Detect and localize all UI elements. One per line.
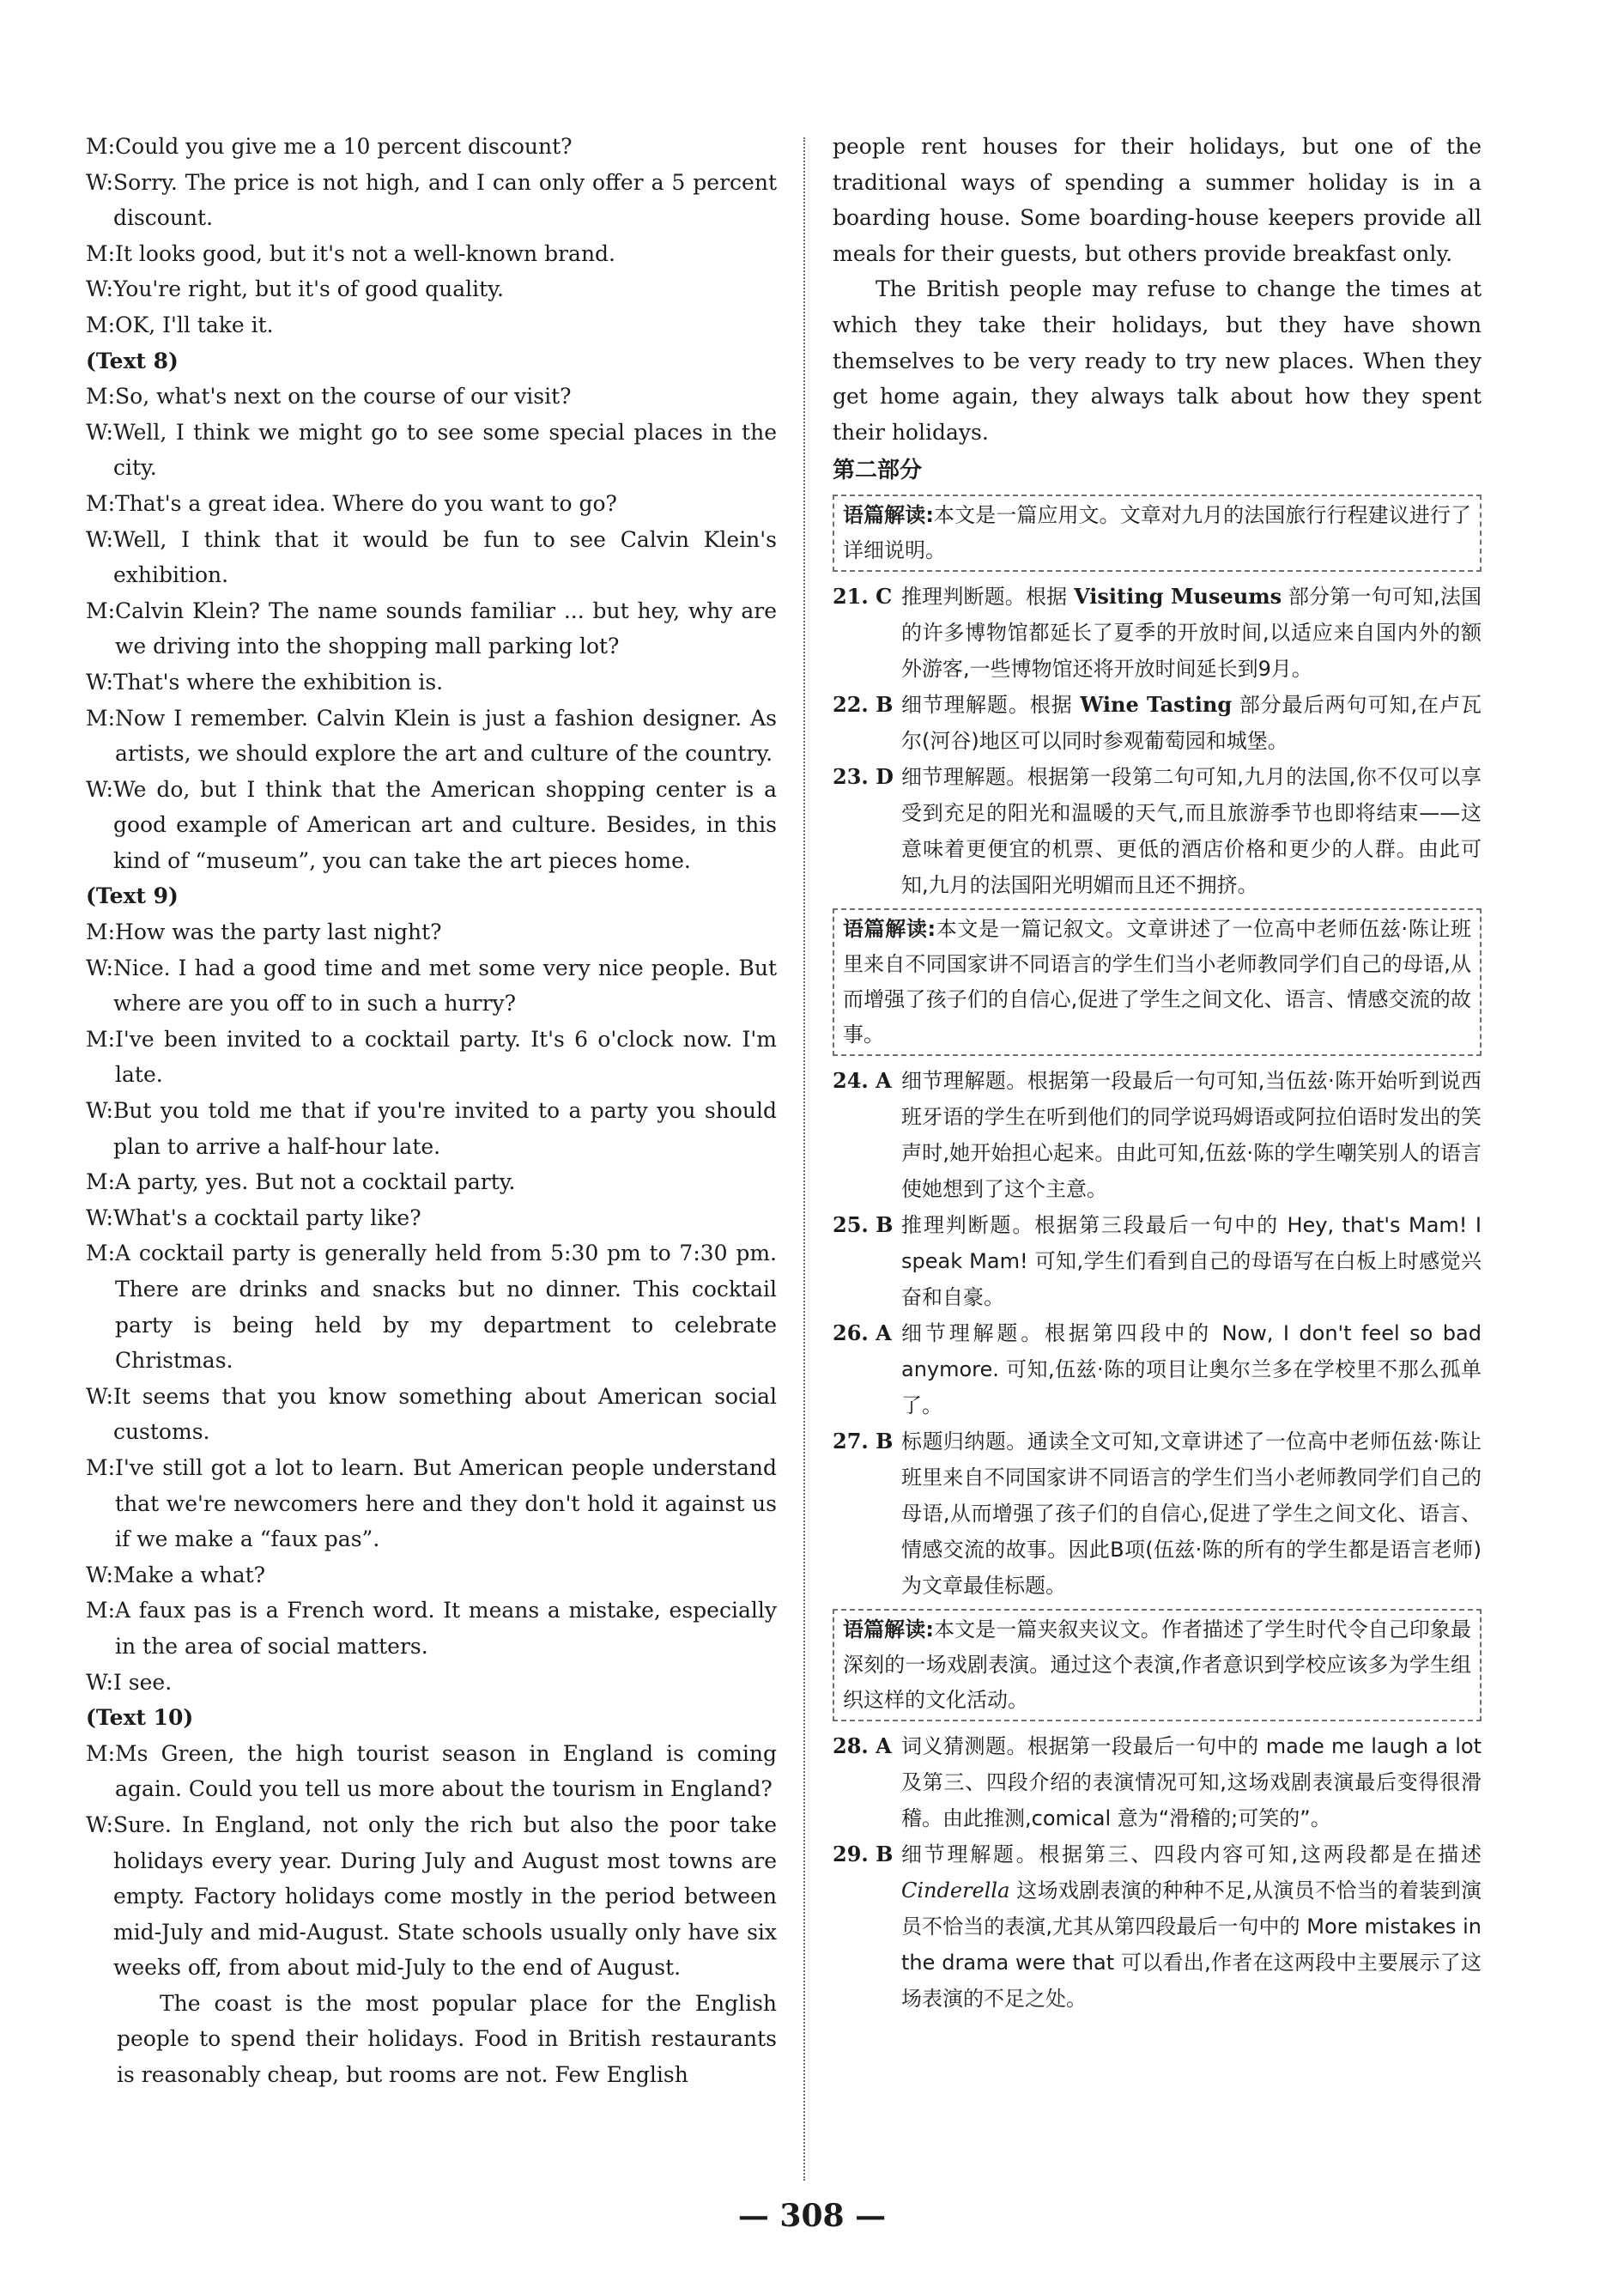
speaker: M: [86,1241,116,1266]
utterance: It seems that you know something about American social customs. [112,1383,777,1445]
utterance: Sure. In England, not only the rich but also the poor take holidays every year. During July and August most towns are empty. Factory holidays come mostly in the period between mid-July and mid-August. State schools usually only have six weeks off, from about mid-July to the end of August. [112,1812,777,1981]
dialogue-line [86,950,777,1022]
speaker: M: [86,490,116,516]
paragraph-continued: people rent houses for their holidays, but one of the traditional ways of spending a summer holiday is in a boarding house. Some boarding-house keepers provide all meals for their guests, but others provide breakfast only. [833,134,1482,266]
answer-item [833,1423,1482,1604]
speaker: W: [86,1562,113,1587]
answer-item [833,1063,1482,1207]
answer-text: 推理判断题。根据第三段最后一句中的 Hey, that's Mam! I speak Mam! 可知,学生们看到自己的母语写在白板上时感觉兴奋和自豪。 [901,1213,1482,1310]
answer-number: 27. B [833,1429,894,1454]
utterance: A party, yes. But not a cocktail party. [115,1169,516,1195]
dialogue-line [86,165,777,236]
speaker: M: [86,1740,116,1766]
dialogue-line [86,1807,777,1986]
dialogue-line [86,379,777,415]
box-label: 语篇解读: [843,917,936,942]
speaker: W: [86,526,113,552]
utterance: That's a great idea. Where do you want to go? [115,490,617,516]
passage-analysis-box [833,908,1482,1056]
dialogue-line [86,1022,777,1093]
utterance: Could you give me a 10 percent discount? [115,134,573,159]
utterance: How was the party last night? [115,919,442,945]
utterance: Now I remember. Calvin Klein is just a fashion designer. As artists, we should explore the art and culture of the country. [115,705,777,767]
speaker: W: [86,1098,113,1124]
answer-item [833,1836,1482,2017]
dialogue-line [86,701,777,772]
utterance: Ms Green, the high tourist season in England is coming again. Could you tell us more about the tourism in England? [115,1740,777,1802]
speaker: W: [86,776,113,802]
answer-number: 26. A [833,1320,892,1346]
speaker: M: [86,598,116,623]
utterance: Nice. I had a good time and met some very nice people. But where are you off to in such a hurry? [112,955,777,1017]
utterance: I see. [112,1669,173,1695]
utterance: So, what's next on the course of our visit? [115,384,572,410]
dialogue-line [86,1665,777,1701]
speaker: M: [86,312,116,337]
passage-analysis-box [833,495,1482,572]
dialogue-line [86,1379,777,1450]
answer-item [833,1728,1482,1836]
dialogue-line [86,1235,777,1378]
left-column [86,129,777,2093]
utterance: I've been invited to a cocktail party. It's 6 o'clock now. I'm late. [115,1026,777,1088]
utterance: I've still got a lot to learn. But American people understand that we're newcomers here and they don't hold it against us if we make a “faux pas”. [115,1454,777,1552]
box-text: 本文是一篇记叙文。文章讲述了一位高中老师伍兹·陈让班里来自不同国家讲不同语言的学生们当小老师教同学们自己的母语,从而增强了孩子们的自信心,促进了学生之间文化、语言、情感交流的故事。 [843,917,1471,1047]
page-number: — 308 — [737,2198,887,2234]
utterance: What's a cocktail party like? [112,1205,421,1230]
dialogue-line [86,665,777,701]
dialogue-text-8 [86,379,777,878]
speaker: W: [86,955,113,980]
utterance: Well, I think that it would be fun to see Calvin Klein's exhibition. [112,526,777,588]
answer-text: 细节理解题。根据第四段中的 Now, I don't feel so bad anymore. 可知,伍兹·陈的项目让奥尔兰多在学校里不那么孤单了。 [901,1321,1482,1418]
answer-number: 25. B [833,1212,894,1238]
answer-item [833,1207,1482,1315]
dialogue-line [86,1200,777,1236]
box-label: 语篇解读: [843,503,934,528]
speaker: W: [86,276,113,302]
speaker: W: [86,1205,113,1230]
answer-text: 细节理解题。根据第一段最后一句可知,当伍兹·陈开始听到说西班牙语的学生在听到他们的同学说玛姆语或阿拉伯语时发出的笑声时,她开始担心起来。由此可知,伍兹·陈的学生嘲笑别人的语言使她想到了这个主意。 [901,1069,1482,1202]
speaker: M: [86,1454,116,1480]
dialogue-line [86,271,777,307]
answer-text: 词义猜测题。根据第一段最后一句中的 made me laugh a lot 及第三、四段介绍的表演情况可知,这场戏剧表演最后变得很滑稽。由此推测,comical 意为“滑稽的;可笑的”。 [901,1734,1482,1831]
speaker: W: [86,669,113,695]
utterance: We do, but I think that the American shopping center is a good example of American art and culture. Besides, in this kind of “museum”, you can take the art pieces home. [112,776,777,873]
answer-text: 细节理解题。根据第一段第二句可知,九月的法国,你不仅可以享受到充足的阳光和温暖的天气,而且旅游季节也即将结束——这意味着更便宜的机票、更低的酒店价格和更少的人群。由此可知,九月的法国阳光明媚而且还不拥挤。 [901,765,1482,898]
dialogue-text-9 [86,914,777,1700]
utterance: But you told me that if you're invited to a party you should plan to arrive a half-hour late. [112,1098,777,1159]
text-8-heading: (Text 8) [86,348,179,373]
dialogue-line [86,914,777,950]
speaker: W: [86,169,113,195]
dialogue-line [86,1557,777,1593]
speaker: M: [86,1169,116,1195]
utterance: That's where the exhibition is. [112,669,444,695]
dialogue-line [86,1450,777,1557]
answer-text: 细节理解题。根据第三、四段内容可知,这两段都是在描述 Cinderella 这场戏剧表演的种种不足,从演员不恰当的着装到演员不恰当的表演,尤其从第四段最后一句中的 More mistakes in the drama were that 可以看出,作者在这两段中主要展示了这场表演的不足之处。 [901,1842,1482,2012]
utterance: It looks good, but it's not a well-known brand. [115,240,616,266]
speaker: M: [86,705,116,731]
answer-item [833,759,1482,903]
speaker: M: [86,1026,116,1052]
answer-text: 标题归纳题。通读全文可知,文章讲述了一位高中老师伍兹·陈让班里来自不同国家讲不同语言的学生们当小老师教同学们自己的母语,从而增强了孩子们的自信心,促进了学生之间文化、语言、情感交流的故事。因此B项(伍兹·陈的所有的学生都是语言老师)为文章最佳标题。 [901,1429,1482,1599]
speaker: M: [86,1598,116,1623]
speaker: W: [86,1812,113,1837]
dialogue-line [86,307,777,343]
speaker: W: [86,419,113,445]
dialogue-line [86,236,777,272]
speaker: W: [86,1669,113,1695]
column-divider [803,137,805,2181]
dialogue-line [86,415,777,486]
dialogue-line [86,522,777,593]
answer-text: 推理判断题。根据 Visiting Museums 部分第一句可知,法国的许多博物馆都延长了夏季的开放时间,以适应来自国内外的额外游客,一些博物馆还将开放时间延长到9月。 [901,584,1482,682]
section-title: 第二部分 [833,458,923,484]
box-text: 本文是一篇夹叙夹议文。作者描述了学生时代令自己印象最深刻的一场戏剧表演。通过这个表演,作者意识到学校应该多为学生组织这样的文化活动。 [843,1617,1471,1713]
utterance: Well, I think we might go to see some special places in the city. [112,419,777,481]
answer-item [833,687,1482,759]
speaker: M: [86,240,116,266]
speaker: M: [86,134,116,159]
paragraph-coast: The coast is the most popular place for the English people to spend their holidays. Food in British restaurants is reasonably cheap, but rooms are not. Few English [117,1990,777,2088]
utterance: You're right, but it's of good quality. [112,276,504,302]
utterance: A faux pas is a French word. It means a mistake, especially in the area of social matters. [115,1598,777,1659]
dialogue-block-1 [86,129,777,343]
dialogue-line [86,486,777,522]
answer-number: 29. B [833,1842,894,1867]
text-10-heading: (Text 10) [86,1705,194,1731]
utterance: Sorry. The price is not high, and I can only offer a 5 percent discount. [112,169,777,231]
utterance: Calvin Klein? The name sounds familiar ... but hey, why are we driving into the shopping mall parking lot? [115,598,777,659]
dialogue-line [86,129,777,165]
text-9-heading: (Text 9) [86,883,179,909]
answer-item [833,1315,1482,1423]
dialogue-line [86,593,777,665]
paragraph-british-people: The British people may refuse to change the times at which they take their holidays, but they have shown themselves to be very ready to try new places. When they get home again, they always talk about how they spent their holidays. [833,276,1482,445]
utterance: Make a what? [112,1562,266,1587]
dialogue-line [86,1736,777,1807]
speaker: M: [86,919,116,945]
utterance: OK, I'll take it. [115,312,274,337]
answer-number: 22. B [833,692,894,718]
answer-text: 细节理解题。根据 Wine Tasting 部分最后两句可知,在卢瓦尔(河谷)地区可以同时参观葡萄园和城堡。 [901,692,1482,754]
dialogue-line [86,772,777,879]
right-column [833,129,1482,2017]
box-label: 语篇解读: [843,1617,934,1642]
speaker: W: [86,1383,113,1409]
dialogue-line [86,1593,777,1664]
dialogue-line [86,1093,777,1164]
dialogue-text-10 [86,1736,777,1986]
speaker: M: [86,384,116,410]
box-text: 本文是一篇应用文。文章对九月的法国旅行行程建议进行了详细说明。 [843,503,1471,563]
utterance: A cocktail party is generally held from 5:30 pm to 7:30 pm. There are drinks and snacks but no dinner. This cocktail party is being held by my department to celebrate Christmas. [115,1241,777,1374]
answer-number: 21. C [833,584,893,610]
answer-number: 24. A [833,1068,892,1094]
answer-number: 23. D [833,764,894,790]
dialogue-line [86,1164,777,1200]
passage-analysis-box [833,1609,1482,1721]
answer-item [833,579,1482,687]
answer-number: 28. A [833,1733,892,1759]
